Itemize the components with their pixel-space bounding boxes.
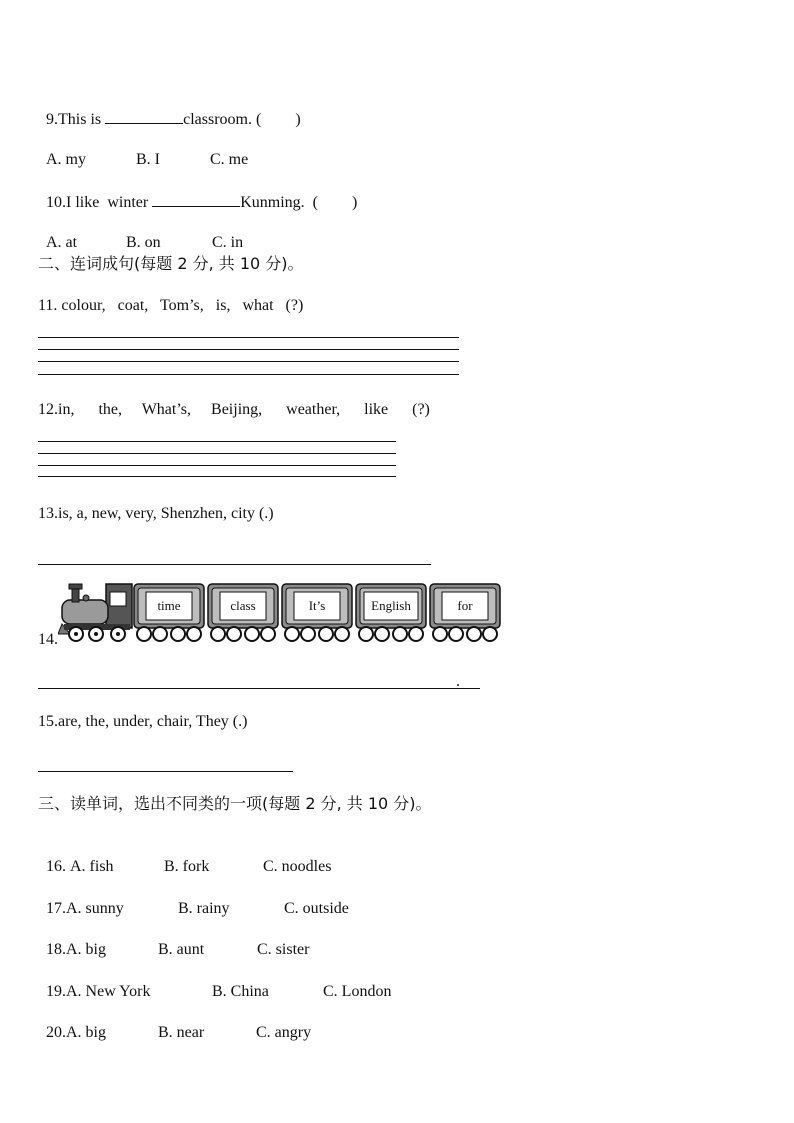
option-b: B. rainy (178, 900, 230, 917)
question-18: 18.A. big B. aunt C. sister (46, 941, 310, 958)
answer-line[interactable] (38, 361, 459, 362)
question-11: 11. colour, coat, Tom’s, is, what (?) (38, 297, 304, 314)
question-12: 12.in, the, What’s, Beijing, weather, like (?) (38, 401, 430, 418)
option-c: C. London (323, 983, 392, 1000)
train-word-2: class (230, 598, 256, 613)
locomotive-icon (58, 584, 132, 641)
option-a: A. fish (70, 858, 114, 875)
answer-line[interactable] (38, 349, 459, 350)
question-20: 20.A. big B. near C. angry (46, 1024, 312, 1041)
option-c: C. in (212, 234, 244, 251)
option-b: B. on (126, 234, 161, 251)
question-15: 15.are, the, under, chair, They (.) (38, 713, 248, 730)
question-14-number: 14. (38, 631, 58, 648)
answer-line[interactable] (38, 771, 293, 772)
train-car-4 (356, 584, 426, 641)
option-b: B. aunt (158, 941, 205, 958)
option-c: C. outside (284, 900, 349, 917)
option-b: B. fork (164, 858, 210, 875)
option-b: B. near (158, 1024, 205, 1041)
train-car-2 (208, 584, 278, 641)
option-c: C. me (210, 151, 249, 168)
option-c: C. noodles (263, 858, 332, 875)
train-car-3 (282, 584, 352, 641)
question-9-options (38, 130, 248, 170)
answer-line[interactable] (38, 564, 431, 565)
train-illustration (58, 578, 504, 646)
question-13: 13.is, a, new, very, Shenzhen, city (.) (38, 505, 274, 522)
answer-line[interactable] (38, 337, 459, 338)
section-2-heading: 二、连词成句(每题 2 分, 共 10 分)。 (38, 254, 304, 273)
question-10-options (38, 213, 243, 253)
question-9: 9.This is classroom. ( ) (38, 88, 301, 130)
train-car-1 (134, 584, 204, 641)
option-a: A. big (66, 1024, 106, 1041)
answer-line[interactable] (38, 688, 480, 689)
option-b: B. I (136, 151, 160, 168)
question-16: 16. A. fish B. fork C. noodles (46, 858, 332, 875)
option-a: A. big (66, 941, 106, 958)
answer-blank[interactable] (105, 108, 183, 124)
train-word-5: for (457, 598, 473, 613)
answer-blank[interactable] (152, 191, 240, 207)
option-c: C. sister (257, 941, 310, 958)
answer-line[interactable] (38, 453, 396, 454)
option-a: A. my (46, 151, 86, 168)
train-word-1: time (157, 598, 181, 613)
option-c: C. angry (256, 1024, 312, 1041)
option-a: A. New York (66, 983, 151, 1000)
train-word-3: It’s (308, 598, 326, 613)
question-19: 19.A. New York B. China C. London (46, 983, 392, 1000)
answer-line[interactable] (38, 441, 396, 442)
section-3-heading: 三、读单词，选出不同类的一项(每题 2 分, 共 10 分)。 (38, 794, 432, 813)
question-17: 17.A. sunny B. rainy C. outside (46, 900, 349, 917)
answer-period: . (456, 673, 460, 690)
answer-line[interactable] (38, 465, 396, 466)
answer-line[interactable] (38, 374, 459, 375)
train-car-5 (430, 584, 500, 641)
option-a: A. at (46, 234, 78, 251)
answer-line[interactable] (38, 476, 396, 477)
train-word-4: English (371, 598, 411, 613)
question-10: 10.I like winter Kunming. ( ) (38, 171, 357, 213)
option-b: B. China (212, 983, 269, 1000)
option-a: A. sunny (66, 900, 124, 917)
